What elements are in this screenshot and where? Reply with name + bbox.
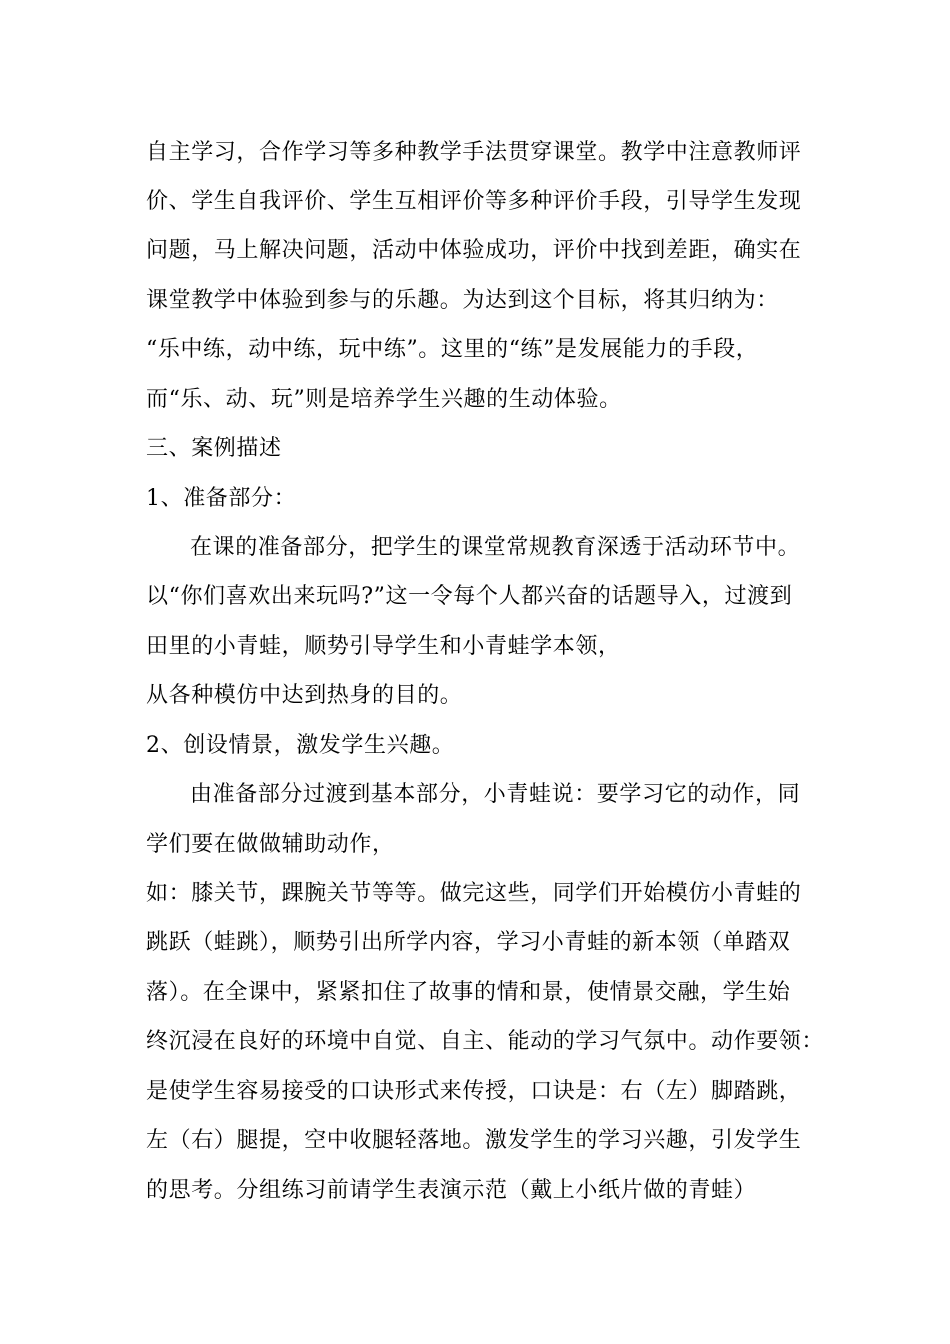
paragraph-line: 学们要在做做辅助动作， <box>146 832 395 857</box>
paragraph-line: 自主学习，合作学习等多种教学手法贯穿课堂。教学中注意教师评 <box>146 140 802 165</box>
subsection-heading: 2、创设情景，激发学生兴趣。 <box>146 733 455 758</box>
paragraph-line: 在课的准备部分，把学生的课堂常规教育深透于活动环节中。 <box>190 535 801 560</box>
paragraph-line: 以“你们喜欢出来玩吗?”这一令每个人都兴奋的话题导入，过渡到 <box>146 584 793 609</box>
subsection-heading: 1、准备部分： <box>146 486 297 511</box>
paragraph-line: 如：膝关节，踝腕关节等等。做完这些，同学们开始模仿小青蛙的 <box>146 881 802 906</box>
paragraph-line: 价、学生自我评价、学生互相评价等多种评价手段，引导学生发现 <box>146 189 802 214</box>
paragraph-line: “乐中练，动中练，玩中练”。这里的“练”是发展能力的手段， <box>146 337 759 362</box>
paragraph-line: 而“乐、动、玩”则是培养学生兴趣的生动体验。 <box>146 387 622 412</box>
paragraph-line: 由准备部分过渡到基本部分，小青蛙说：要学习它的动作，同 <box>190 782 801 807</box>
paragraph-line: 的思考。分组练习前请学生表演示范（戴上小纸片做的青蛙） <box>146 1178 757 1203</box>
paragraph-line: 问题，马上解决问题，活动中体验成功，评价中找到差距，确实在 <box>146 238 802 263</box>
paragraph-line: 终沉浸在良好的环境中自觉、自主、能动的学习气氛中。动作要领： <box>146 1029 825 1054</box>
paragraph-line: 落）。在全课中，紧紧扣住了故事的情和景，使情景交融，学生始 <box>146 980 791 1005</box>
paragraph-line: 左（右）腿提，空中收腿轻落地。激发学生的学习兴趣，引发学生 <box>146 1128 802 1153</box>
paragraph-line: 从各种模仿中达到热身的目的。 <box>146 683 463 708</box>
paragraph-line: 田里的小青蛙，顺势引导学生和小青蛙学本领， <box>146 634 621 659</box>
section-heading: 三、案例描述 <box>146 436 282 461</box>
paragraph-line: 跳跃（蛙跳），顺势引出所学内容，学习小青蛙的新本领（单踏双 <box>146 930 791 955</box>
paragraph-line: 是使学生容易接受的口诀形式来传授，口诀是：右（左）脚踏跳， <box>146 1079 802 1104</box>
paragraph-line: 课堂教学中体验到参与的乐趣。为达到这个目标，将其归纳为： <box>146 288 779 313</box>
